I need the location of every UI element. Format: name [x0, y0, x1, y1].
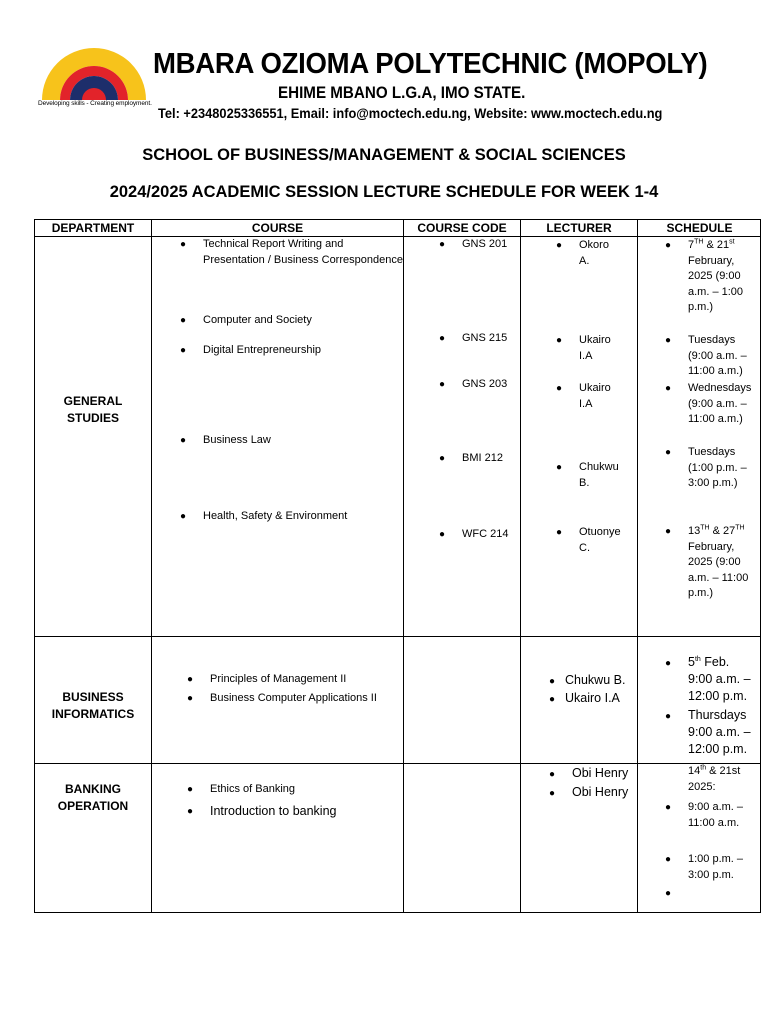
bullet-icon: ●: [180, 315, 187, 326]
bullet-icon: ●: [556, 527, 563, 538]
bullet-icon: ●: [665, 658, 672, 669]
bullet-icon: ●: [665, 383, 672, 394]
course-item: Ethics of Banking: [210, 783, 295, 795]
bullet-icon: ●: [439, 333, 446, 344]
lecturer-item: Ukairo I.A: [565, 691, 620, 705]
bullet-icon: ●: [665, 711, 672, 722]
course-code: WFC 214: [462, 528, 509, 540]
bullet-icon: ●: [187, 693, 194, 704]
course-code: BMI 212: [462, 452, 503, 464]
institution-contact: Tel: +2348025336551, Email: info@moctech.edu.ng, Website: www.moctech.edu.ng: [158, 106, 663, 121]
schedule-item: 13TH & 27TH February, 2025 (9:00 a.m. – 11:00 p.m.): [688, 524, 749, 599]
bullet-icon: ●: [180, 345, 187, 356]
lecturer-item: Obi Henry: [572, 766, 629, 780]
lecturer-item: Otuonye C.: [579, 526, 621, 554]
institution-address: EHIME MBANO L.G.A, IMO STATE.: [278, 84, 526, 102]
bullet-icon: ●: [439, 529, 446, 540]
bullet-icon: ●: [180, 435, 187, 446]
bullet-icon: ●: [180, 239, 187, 250]
header-department: DEPARTMENT: [51, 221, 135, 235]
lecturer-item: Chukwu B.: [579, 461, 619, 489]
row-divider: [34, 636, 761, 637]
schedule-item: Tuesdays (1:00 p.m. – 3:00 p.m.): [688, 446, 747, 489]
bullet-icon: ●: [187, 674, 194, 685]
column-divider: [403, 219, 404, 913]
schedule-item: 1:00 p.m. – 3:00 p.m.: [688, 853, 744, 881]
schedule-item: 5th Feb. 9:00 a.m. – 12:00 p.m.: [688, 655, 751, 703]
logo-tagline: Developing skills - Creating employment.: [38, 100, 152, 107]
column-divider: [637, 219, 638, 913]
bullet-icon: ●: [187, 784, 194, 795]
header-lecturer: LECTURER: [546, 221, 612, 235]
institution-name: MBARA OZIOMA POLYTECHNIC (MOPOLY): [153, 48, 708, 80]
school-title: SCHOOL OF BUSINESS/MANAGEMENT & SOCIAL SCIENCES: [142, 146, 626, 164]
bullet-icon: ●: [556, 335, 563, 346]
bullet-icon: ●: [549, 694, 556, 705]
header-schedule: SCHEDULE: [666, 221, 733, 235]
course-item: Digital Entrepreneurship: [203, 344, 322, 356]
bullet-icon: ●: [556, 240, 563, 251]
dept-banking-operation: BANKING OPERATION: [57, 782, 129, 813]
course-item: Principles of Management II: [210, 673, 347, 685]
bullet-icon: ●: [665, 240, 672, 251]
dept-general-studies: GENERAL STUDIES: [63, 394, 123, 425]
lecturer-item: Obi Henry: [572, 785, 629, 799]
bullet-icon: ●: [549, 676, 556, 687]
header-course-code: COURSE CODE: [417, 221, 507, 235]
lecturer-item: Chukwu B.: [565, 673, 626, 687]
bullet-icon: ●: [180, 511, 187, 522]
bullet-icon: ●: [556, 383, 563, 394]
column-divider: [520, 219, 521, 913]
lecturer-item: Okoro A.: [579, 239, 609, 267]
lecturer-item: Ukairo I.A: [579, 382, 611, 410]
bullet-icon: ●: [439, 379, 446, 390]
bullet-icon: ●: [439, 239, 446, 250]
header-course: COURSE: [251, 221, 304, 235]
course-item: Technical Report Writing and Presentation / Business Correspondence: [203, 238, 403, 266]
course-code: GNS 215: [462, 332, 508, 344]
schedule-item: Tuesdays (9:00 a.m. – 11:00 a.m.): [688, 334, 747, 377]
bullet-icon: ●: [665, 335, 672, 346]
schedule-item: 7TH & 21st February, 2025 (9:00 a.m. – 1:00 p.m.): [688, 238, 744, 313]
course-code: GNS 203: [462, 378, 508, 390]
bullet-icon: ●: [665, 888, 672, 899]
bullet-icon: ●: [549, 769, 556, 780]
schedule-item: 9:00 a.m. – 11:00 a.m.: [688, 801, 744, 829]
bullet-icon: ●: [665, 802, 672, 813]
row-divider: [34, 763, 761, 764]
bullet-icon: ●: [665, 526, 672, 537]
course-code: GNS 201: [462, 238, 508, 250]
bullet-icon: ●: [549, 788, 556, 799]
bullet-icon: ●: [665, 854, 672, 865]
schedule-heading: 14th & 21st 2025:: [688, 764, 741, 793]
bullet-icon: ●: [439, 453, 446, 464]
dept-business-informatics: BUSINESS INFORMATICS: [51, 690, 135, 721]
course-item: Computer and Society: [203, 314, 312, 326]
bullet-icon: ●: [556, 462, 563, 473]
course-item: Business Computer Applications II: [210, 692, 377, 704]
course-item: Health, Safety & Environment: [203, 510, 348, 522]
schedule-item: Wednesdays (9:00 a.m. – 11:00 a.m.): [688, 382, 752, 425]
schedule-item: Thursdays 9:00 a.m. – 12:00 p.m.: [688, 708, 751, 756]
bullet-icon: ●: [665, 447, 672, 458]
lecturer-item: Ukairo I.A: [579, 334, 611, 362]
session-title: 2024/2025 ACADEMIC SESSION LECTURE SCHEDULE FOR WEEK 1-4: [109, 183, 659, 201]
course-item: Business Law: [203, 434, 271, 446]
bullet-icon: ●: [187, 806, 194, 817]
course-item: Introduction to banking: [210, 804, 337, 818]
